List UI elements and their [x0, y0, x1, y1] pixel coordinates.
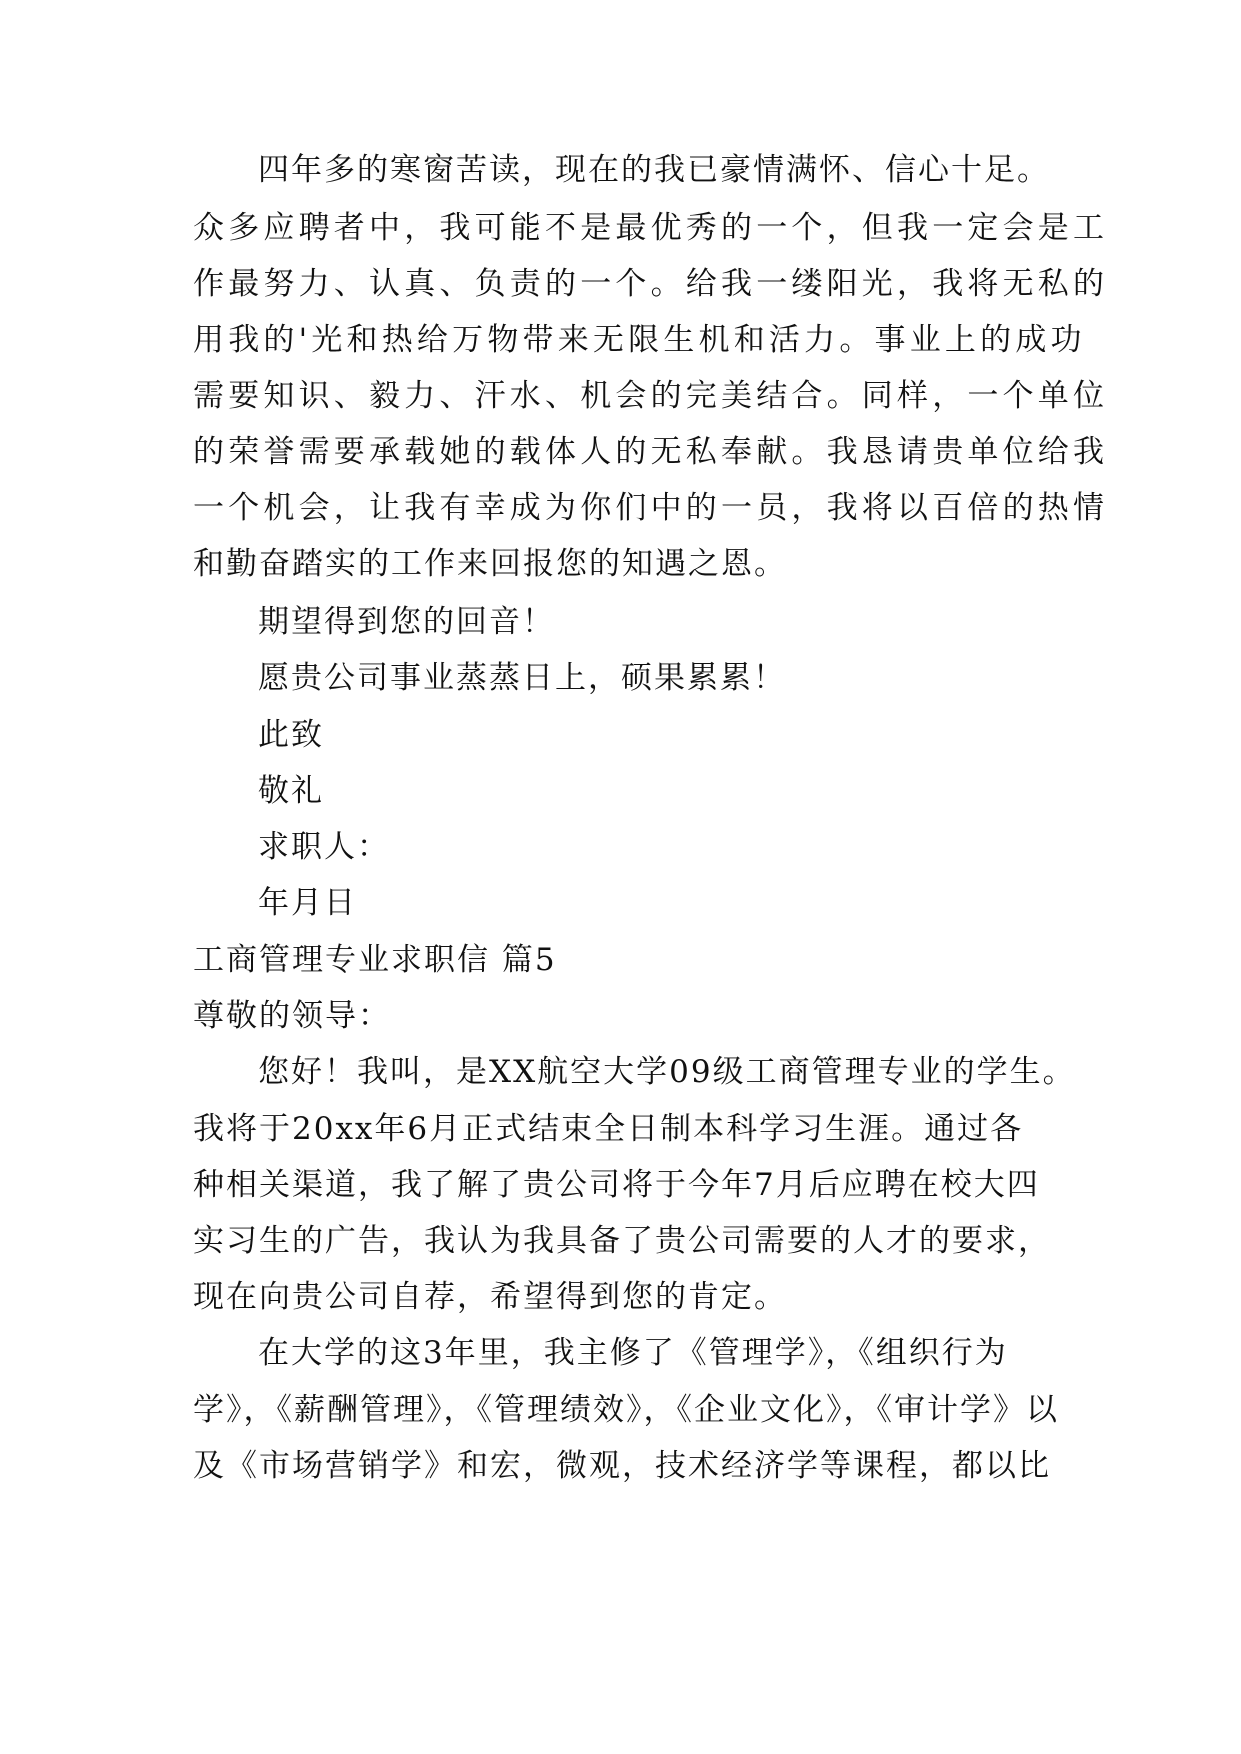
paragraph-line: 实习生的广告，我认为我具备了贵公司需要的人才的要求， [193, 1223, 1051, 1259]
closing-line: 愿贵公司事业蒸蒸日上，硕果累累！ [258, 660, 786, 696]
paragraph-line: 我将于20xx年6月正式结束全日制本科学习生涯。通过各 [193, 1111, 1024, 1147]
section-title: 工商管理专业求职信 篇5 [193, 942, 557, 978]
paragraph-line: 学》，《薪酬管理》，《管理绩效》，《企业文化》，《审计学》以 [193, 1392, 1059, 1428]
paragraph-line: 作最努力、认真、负责的一个。给我一缕阳光，我将无私的 [193, 266, 1109, 302]
paragraph-line: 在大学的这3年里，我主修了《管理学》，《组织行为 [258, 1335, 1008, 1371]
paragraph-line: 用我的'光和热给万物带来无限生机和活力。事业上的成功 [193, 322, 1086, 358]
paragraph-line: 四年多的寒窗苦读，现在的我已豪情满怀、信心十足。 [258, 152, 1050, 188]
signature-line: 求职人： [258, 829, 390, 865]
paragraph-line: 一个机会，让我有幸成为你们中的一员，我将以百倍的热情 [193, 490, 1109, 526]
closing-line: 期望得到您的回音！ [258, 604, 555, 640]
paragraph-line: 需要知识、毅力、汗水、机会的完美结合。同样，一个单位 [193, 378, 1109, 414]
greeting-line: 尊敬的领导： [193, 998, 391, 1034]
paragraph-line: 众多应聘者中，我可能不是最优秀的一个，但我一定会是工 [193, 210, 1109, 246]
paragraph-line: 种相关渠道，我了解了贵公司将于今年7月后应聘在校大四 [193, 1167, 1040, 1203]
paragraph-line: 现在向贵公司自荐，希望得到您的肯定。 [193, 1279, 787, 1315]
salutation-line: 敬礼 [258, 773, 324, 809]
salutation-line: 此致 [258, 717, 324, 753]
date-line: 年月日 [258, 885, 357, 921]
paragraph-line: 的荣誉需要承载她的载体人的无私奉献。我恳请贵单位给我 [193, 434, 1109, 470]
paragraph-line: 和勤奋踏实的工作来回报您的知遇之恩。 [193, 546, 787, 582]
paragraph-line: 您好！我叫，是XX航空大学09级工商管理专业的学生。 [258, 1054, 1076, 1090]
paragraph-line: 及《市场营销学》和宏，微观，技术经济学等课程，都以比 [193, 1448, 1051, 1484]
